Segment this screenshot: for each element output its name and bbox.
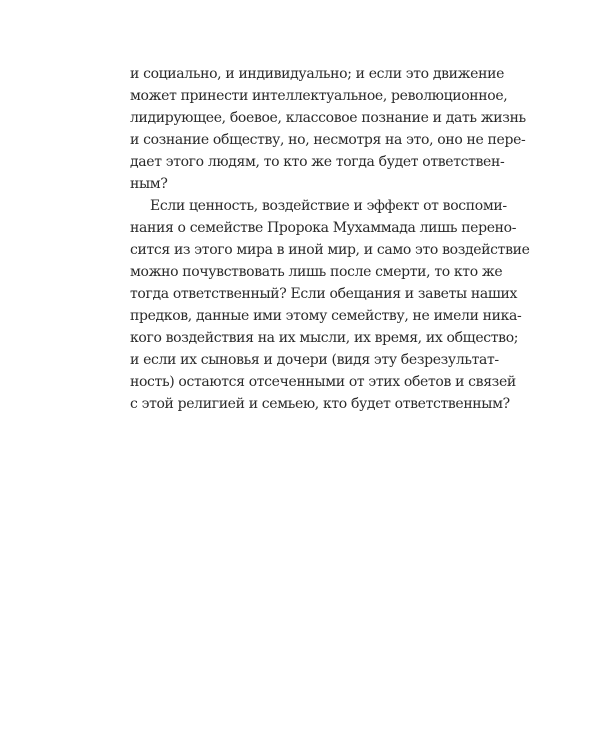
text-line: и социально, и индивидуально; и если это движение (130, 66, 505, 82)
text-line: с этой религией и семьею, кто будет ответственным? (130, 396, 510, 412)
paragraph-1 (130, 63, 526, 195)
text-line: ным? (130, 176, 168, 192)
body-text (130, 63, 530, 415)
paragraph-2 (130, 195, 530, 415)
text-line: кого воздействия на их мысли, их время, их общество; (130, 330, 519, 346)
text-line: ность) остаются отсеченными от этих обетов и связей (130, 374, 516, 390)
text-line: и если их сыновья и дочери (видя эту безрезультат- (130, 352, 499, 368)
text-line: Если ценность, воздействие и эффект от воспоми- (150, 198, 507, 214)
text-line: может принести интеллектуальное, революционное, (130, 88, 508, 104)
text-line: нания о семействе Пророка Мухаммада лишь перено- (130, 220, 517, 236)
text-line: лидирующее, боевое, классовое познание и дать жизнь (130, 110, 526, 126)
text-line: дает этого людям, то кто же тогда будет ответствен- (130, 154, 505, 170)
text-line: тогда ответственный? Если обещания и заветы наших (130, 286, 518, 302)
text-line: и сознание обществу, но, несмотря на это, оно не пере- (130, 132, 526, 148)
text-line: предков, данные ими этому семейству, не имели ника- (130, 308, 522, 324)
text-line: можно почувствовать лишь после смерти, то кто же (130, 264, 503, 280)
text-line: сится из этого мира в иной мир, и само это воздействие (130, 242, 530, 258)
